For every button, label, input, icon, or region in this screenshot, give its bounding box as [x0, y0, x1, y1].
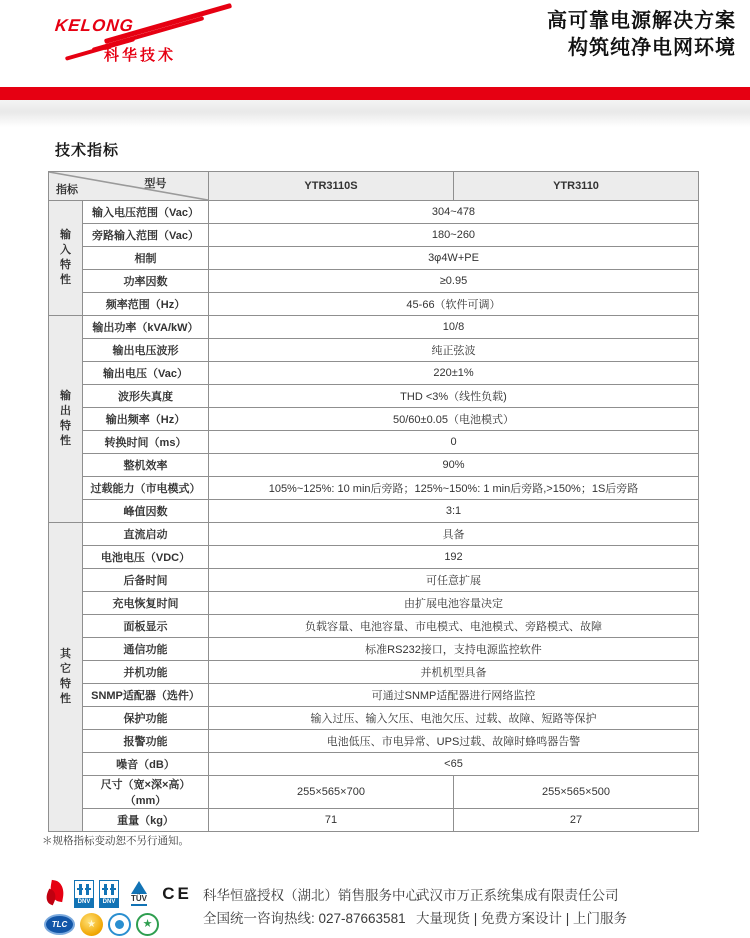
spec-label: 输出电压（Vac） [83, 362, 209, 385]
spec-row [49, 638, 699, 661]
spec-value: 0 [209, 431, 699, 454]
spec-row [49, 753, 699, 776]
brand-subname: 科华技术 [104, 47, 177, 64]
cqm-emblem-icon [108, 913, 131, 936]
spec-value: 标准RS232接口，支持电源监控软件 [209, 638, 699, 661]
footer-dealer-block [203, 884, 419, 930]
spec-row [49, 247, 699, 270]
spec-value: 105%~125%: 10 min后旁路；125%~150%: 1 min后旁路,>150%；1S后旁路 [209, 477, 699, 500]
spec-value: 90% [209, 454, 699, 477]
ce-mark-icon [159, 880, 195, 908]
spec-row [49, 809, 699, 832]
brand-logo [30, 5, 240, 69]
spec-label: 并机功能 [83, 661, 209, 684]
spec-label: 输出频率（Hz） [83, 408, 209, 431]
kelong-flame-icon [44, 879, 69, 908]
dealer-hotline: 全国统一咨询热线: 027-87663581 [203, 911, 406, 926]
dnv-cert-icon [74, 880, 94, 908]
spec-value: 71 [209, 809, 454, 832]
cert-icon-row [44, 879, 195, 908]
spec-value: ≥0.95 [209, 270, 699, 293]
spec-header-row [49, 172, 699, 201]
spec-table-wrap [48, 171, 700, 832]
dnv-cert-icon [99, 880, 119, 908]
spec-value: 纯正弦波 [209, 339, 699, 362]
spec-value: 输入过压、输入欠压、电池欠压、过载、故障、短路等保护 [209, 707, 699, 730]
spec-row [49, 615, 699, 638]
spec-value: THD <3%（线性负载) [209, 385, 699, 408]
spec-value: 可任意扩展 [209, 569, 699, 592]
spec-value: 3φ4W+PE [209, 247, 699, 270]
spec-label: 直流启动 [83, 523, 209, 546]
spec-label: 功率因数 [83, 270, 209, 293]
spec-row [49, 776, 699, 809]
spec-row [49, 707, 699, 730]
tlc-cert-icon [44, 914, 75, 935]
red-divider-bar [0, 87, 750, 100]
spec-label: 输入电压范围（Vac） [83, 201, 209, 224]
spec-label: 后备时间 [83, 569, 209, 592]
corner-cell [49, 172, 209, 201]
spec-value: 10/8 [209, 316, 699, 339]
page-title-line1: 高可靠电源解决方案 [547, 10, 736, 32]
spec-value: 可通过SNMP适配器进行网络监控 [209, 684, 699, 707]
corner-model-label: 型号 [144, 178, 167, 190]
spec-value: 具备 [209, 523, 699, 546]
spec-row [49, 523, 699, 546]
spec-value: 电池低压、市电异常、UPS过载、故障时蜂鸣器告警 [209, 730, 699, 753]
spec-label: 保护功能 [83, 707, 209, 730]
tuv-cert-icon-label: TÜV [131, 894, 147, 906]
spec-label: 转换时间（ms） [83, 431, 209, 454]
spec-label: 重量（kg） [83, 809, 209, 832]
spec-label: 充电恢复时间 [83, 592, 209, 615]
spec-value: 304~478 [209, 201, 699, 224]
spec-value: 3:1 [209, 500, 699, 523]
spec-value: 180~260 [209, 224, 699, 247]
spec-value: 并机机型具备 [209, 661, 699, 684]
header-shade [0, 100, 750, 127]
spec-row [49, 385, 699, 408]
spec-row [49, 546, 699, 569]
dealer-name: 科华恒盛授权（湖北）销售服务中心 [203, 888, 419, 903]
spec-value: 45-66（软件可调） [209, 293, 699, 316]
tlc-cert-icon-label: TLC [51, 920, 68, 929]
spec-row [49, 592, 699, 615]
tuv-cert-icon [124, 880, 154, 908]
spec-label: 峰值因数 [83, 500, 209, 523]
spec-label: 波形失真度 [83, 385, 209, 408]
spec-table-body [49, 201, 699, 832]
spec-table [48, 171, 699, 832]
column-header-model-1: YTR3110S [209, 172, 454, 201]
spec-value: 由扩展电池容量决定 [209, 592, 699, 615]
spec-row [49, 339, 699, 362]
spec-row [49, 431, 699, 454]
spec-label: 尺寸（宽×深×高）（mm） [83, 776, 209, 809]
spec-row [49, 684, 699, 707]
spec-row [49, 730, 699, 753]
spec-label: 输出电压波形 [83, 339, 209, 362]
spec-row [49, 224, 699, 247]
spec-label: 通信功能 [83, 638, 209, 661]
section-title: 技术指标 [55, 142, 120, 159]
spec-label: 电池电压（VDC） [83, 546, 209, 569]
page-title [547, 8, 736, 62]
category-cell: 其 它 特 性 [49, 523, 83, 832]
gold-emblem-icon-label: ★ [87, 918, 96, 930]
page-title-line2: 构筑纯净电网环境 [568, 37, 736, 59]
spec-row [49, 270, 699, 293]
spec-row [49, 569, 699, 592]
category-cell: 输 出 特 性 [49, 316, 83, 523]
spec-row [49, 500, 699, 523]
spec-label: 过载能力（市电模式） [83, 477, 209, 500]
company-name: 武汉市万正系统集成有限责任公司 [416, 888, 619, 903]
spec-label: 相制 [83, 247, 209, 270]
spec-row [49, 661, 699, 684]
ce-mark-icon-label: CE [162, 883, 192, 903]
green-emblem-icon [136, 913, 159, 936]
spec-value: 192 [209, 546, 699, 569]
cert-icon-row [44, 910, 195, 938]
footer-company-block [416, 884, 627, 930]
spec-row [49, 454, 699, 477]
company-services: 大量现货 | 免费方案设计 | 上门服务 [416, 911, 628, 926]
spec-row [49, 362, 699, 385]
green-emblem-icon-label: ★ [142, 918, 153, 930]
spec-row [49, 316, 699, 339]
spec-label: 报警功能 [83, 730, 209, 753]
spec-value: 255×565×500 [454, 776, 699, 809]
dnv-cert-icon-label: DNV [100, 898, 118, 907]
spec-label: 面板显示 [83, 615, 209, 638]
spec-row [49, 293, 699, 316]
spec-value: 220±1% [209, 362, 699, 385]
spec-label: 整机效率 [83, 454, 209, 477]
gold-emblem-icon [80, 913, 103, 936]
brand-wordmark: KELONG [54, 16, 135, 35]
spec-row [49, 201, 699, 224]
spec-value: 负载容量、电池容量、市电模式、电池模式、旁路模式、故障 [209, 615, 699, 638]
spec-value: 50/60±0.05（电池模式） [209, 408, 699, 431]
spec-row [49, 477, 699, 500]
spec-row [49, 408, 699, 431]
spec-value: <65 [209, 753, 699, 776]
spec-label: 频率范围（Hz） [83, 293, 209, 316]
spec-label: SNMP适配器（选件） [83, 684, 209, 707]
column-header-model-2: YTR3110 [454, 172, 699, 201]
spec-label: 输出功率（kVA/kW） [83, 316, 209, 339]
spec-value: 27 [454, 809, 699, 832]
category-cell: 输 入 特 性 [49, 201, 83, 316]
spec-label: 噪音（dB） [83, 753, 209, 776]
spec-value: 255×565×700 [209, 776, 454, 809]
corner-index-label: 指标 [56, 184, 78, 196]
footnote: ＊规格指标变动恕不另行通知。 [42, 835, 189, 847]
cert-icons [44, 879, 195, 938]
dnv-cert-icon-label: DNV [75, 898, 93, 907]
spec-label: 旁路输入范围（Vac） [83, 224, 209, 247]
